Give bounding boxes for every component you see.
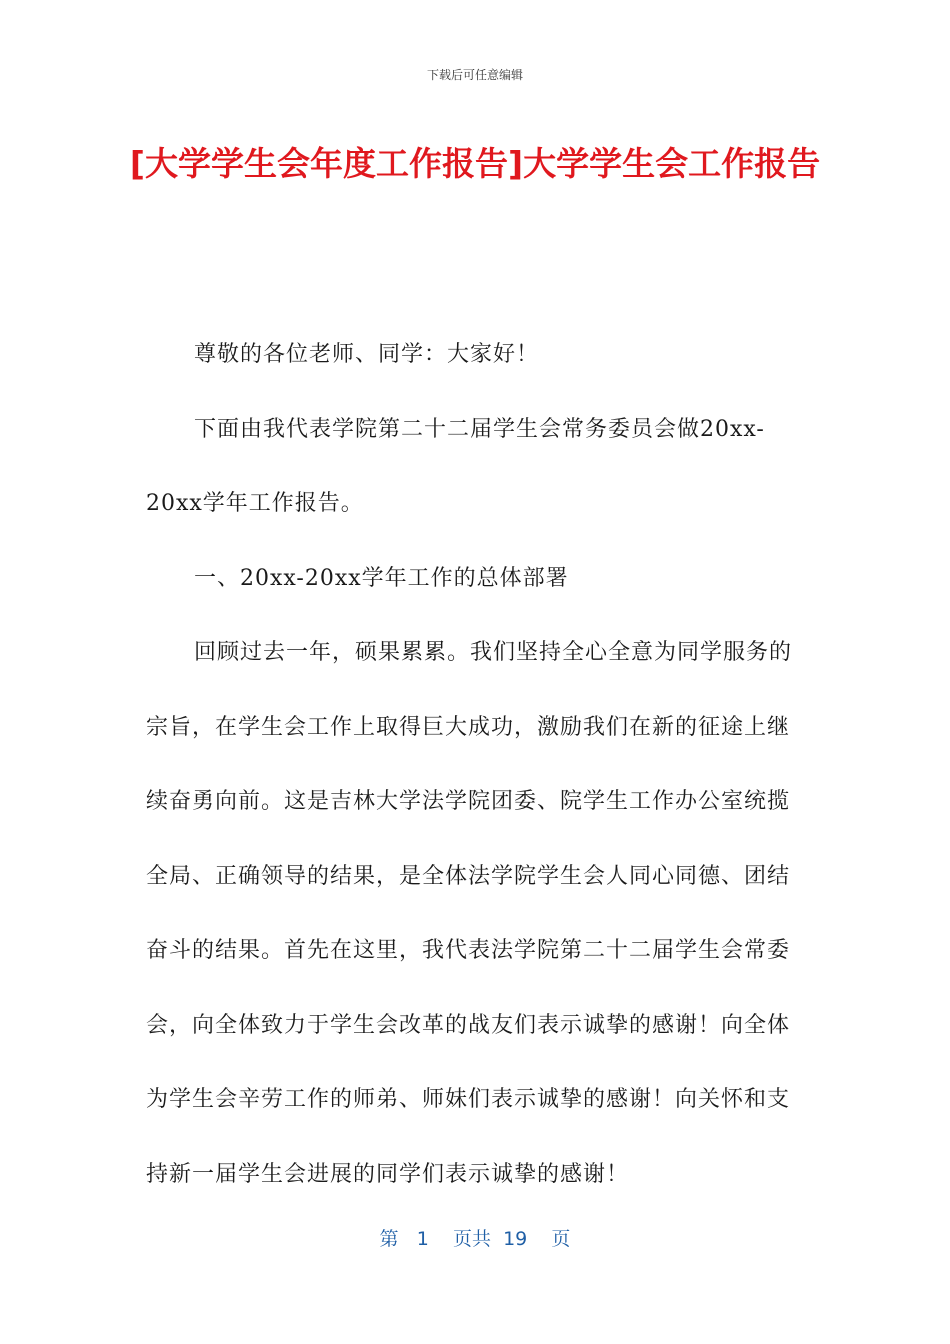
intro-paragraph: 下面由我代表学院第二十二届学生会常务委员会做20xx-20xx学年工作报告。 <box>146 416 765 516</box>
page-number: 1 <box>416 1228 429 1250</box>
page-suffix: 页 <box>551 1228 571 1250</box>
section-heading: 一、20xx-20xx学年工作的总体部署 <box>194 565 569 591</box>
greeting-paragraph: 尊敬的各位老师、同学：大家好！ <box>194 342 540 367</box>
document-body <box>146 318 804 1212</box>
page-middle: 页共 <box>452 1228 491 1250</box>
document-title: [大学学生会年度工作报告]大学学生会工作报告 <box>129 144 821 183</box>
review-paragraph: 回顾过去一年，硕果累累。我们坚持全心全意为同学服务的宗旨，在学生会工作上取得巨大成功，激励我们在新的征途上继续奋勇向前。这是吉林大学法学院团委、院学生工作办公室统揽全局、正确领导的结果，是全体法学院学生会人同心同德、团结奋斗的结果。首先在这里，我代表法学院第二十二届学生会常委会，向全体致力于学生会改革的战友们表示诚挚的感谢！向全体为学生会辛劳工作的师弟、师妹们表示诚挚的感谢！向关怀和支持新一届学生会进展的同学们表示诚挚的感谢！ <box>146 640 793 1187</box>
total-pages: 19 <box>503 1228 528 1250</box>
page-footer <box>0 1224 950 1251</box>
page-prefix: 第 <box>379 1228 399 1250</box>
header-note: 下载后可任意编辑 <box>426 68 523 82</box>
